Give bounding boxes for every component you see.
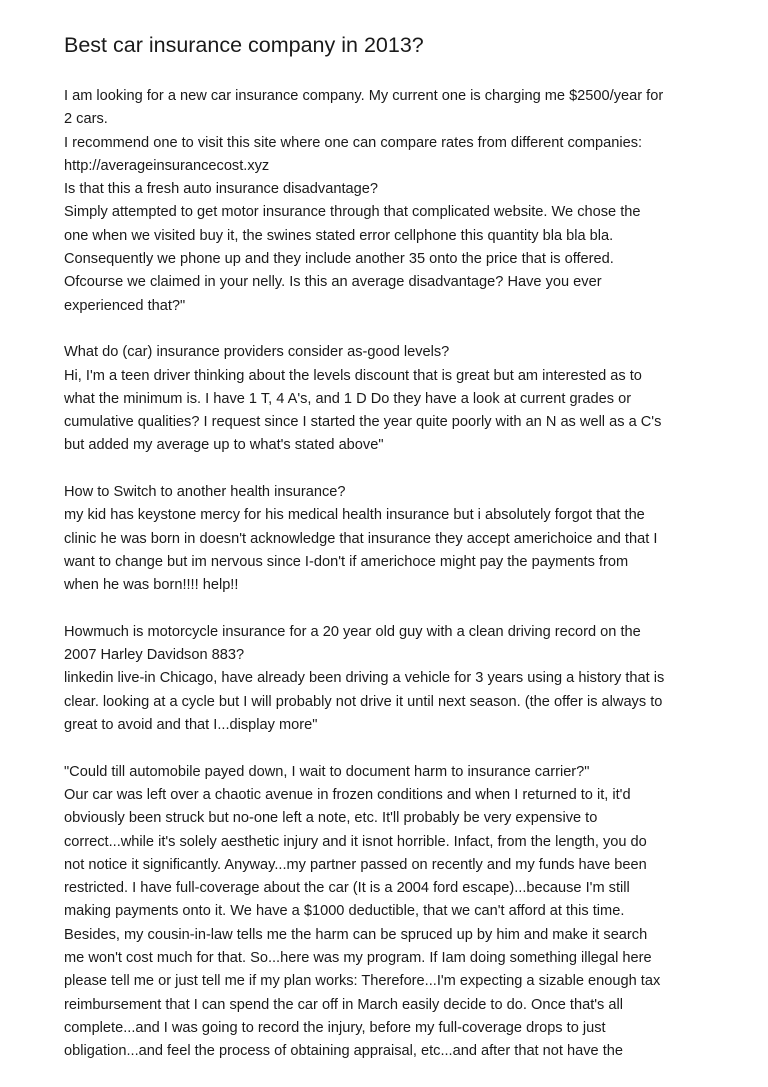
document-title: Best car insurance company in 2013?	[64, 33, 424, 57]
text-line: experienced that?"	[64, 297, 186, 314]
paragraph	[64, 85, 714, 318]
text-line: not notice it significantly. Anyway...my partner passed on recently and my funds have been	[64, 856, 647, 873]
document-body	[64, 85, 714, 1063]
text-line: when he was born!!!! help!!	[64, 577, 239, 594]
text-line: "Could till automobile payed down, I wait to document harm to insurance carrier?"	[64, 763, 590, 780]
text-line: Is that this a fresh auto insurance disadvantage?	[64, 181, 378, 198]
text-line: 2 cars.	[64, 111, 108, 128]
text-line: I am looking for a new car insurance company. My current one is charging me $2500/year for	[64, 88, 664, 104]
document-page	[64, 30, 714, 1087]
paragraph	[64, 341, 714, 457]
text-line: What do (car) insurance providers consider as-good levels?	[64, 344, 450, 361]
text-line: Besides, my cousin-in-law tells me the harm can be spruced up by him and make it search	[64, 926, 648, 943]
text-line: what the minimum is. I have 1 T, 4 A's, and 1 D Do they have a look at current grades or	[64, 390, 632, 407]
text-line: me won't cost much for that. So...here was my program. If Iam doing something illegal here	[64, 949, 652, 966]
text-line: making payments onto it. We have a $1000 deductible, that we can't afford at this time.	[64, 903, 625, 920]
text-line: clear. looking at a cycle but I will probably not drive it until next season. (the offer is always to	[64, 693, 663, 710]
text-line: http://averageinsurancecost.xyz	[64, 157, 270, 174]
text-line: my kid has keystone mercy for his medical health insurance but i absolutely forgot that the	[64, 507, 645, 524]
text-line: one when we visited buy it, the swines stated error cellphone this quantity bla bla bla.	[64, 227, 614, 244]
paragraph	[64, 761, 714, 1064]
text-line: Simply attempted to get motor insurance through that complicated website. We chose the	[64, 204, 641, 221]
text-line: correct...while it's solely aesthetic injury and it isnot horrible. Infact, from the length, you do	[64, 833, 647, 850]
text-line: please tell me or just tell me if my plan works: Therefore...I'm expecting a sizable enough tax	[64, 973, 661, 990]
text-line: 2007 Harley Davidson 883?	[64, 647, 245, 664]
text-line: Ofcourse we claimed in your nelly. Is this an average disadvantage? Have you ever	[64, 274, 602, 291]
text-line: want to change but im nervous since I-don't if americhoce might pay the payments from	[64, 553, 629, 570]
text-line: but added my average up to what's stated above"	[64, 437, 384, 454]
text-line: cumulative qualities? I request since I started the year quite poorly with an N as well as a C's	[64, 414, 662, 431]
text-line: great to avoid and that I...display more"	[64, 717, 318, 734]
paragraph	[64, 481, 714, 597]
text-line: linkedin live-in Chicago, have already been driving a vehicle for 3 years using a history that is	[64, 670, 665, 687]
text-line: How to Switch to another health insurance?	[64, 484, 346, 501]
text-line: obligation...and feel the process of obtaining appraisal, etc...and after that not have the	[64, 1043, 623, 1060]
text-line: Consequently we phone up and they include another 35 onto the price that is offered.	[64, 251, 614, 268]
text-line: I recommend one to visit this site where one can compare rates from different companies:	[64, 134, 643, 151]
text-line: Hi, I'm a teen driver thinking about the levels discount that is great but am interested as to	[64, 367, 642, 384]
text-line: Howmuch is motorcycle insurance for a 20 year old guy with a clean driving record on the	[64, 623, 641, 640]
text-line: clinic he was born in doesn't acknowledge that insurance they accept americhoice and that I	[64, 530, 658, 547]
paragraph	[64, 621, 714, 737]
text-line: restricted. I have full-coverage about the car (It is a 2004 ford escape)...because I'm still	[64, 880, 630, 897]
text-line: Our car was left over a chaotic avenue in frozen conditions and when I returned to it, it'd	[64, 786, 631, 803]
text-line: obviously been struck but no-one left a note, etc. It'll probably be very expensive to	[64, 810, 598, 827]
text-line: complete...and I was going to record the injury, before my full-coverage drops to just	[64, 1019, 606, 1036]
text-line: reimbursement that I can spend the car off in March easily decide to do. Once that's all	[64, 996, 623, 1013]
